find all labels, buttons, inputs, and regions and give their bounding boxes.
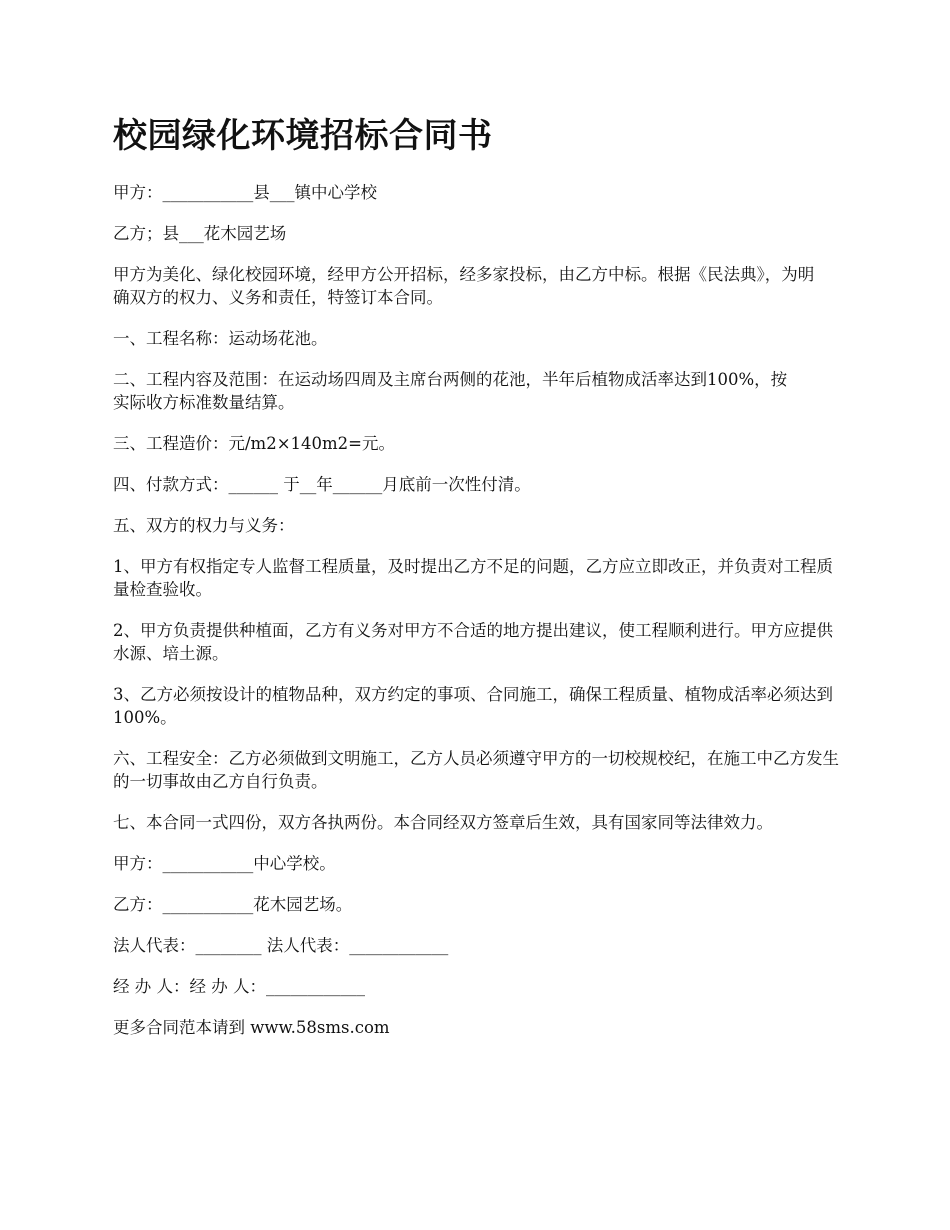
clause-project-name: 一、工程名称：运动场花池。	[113, 329, 328, 348]
clause-copies: 七、本合同一式四份，双方各执两份。本合同经双方签章后生效，具有国家同等法律效力。	[113, 813, 773, 832]
party-a-line: 甲方：___________县___镇中心学校	[113, 183, 377, 202]
document-title: 校园绿化环境招标合同书	[113, 116, 493, 156]
clause-project-cost: 三、工程造价：元/m2×140m2=元。	[113, 434, 395, 453]
signature-party-a: 甲方：___________中心学校。	[113, 854, 336, 873]
legal-representatives-line: 法人代表：________ 法人代表：____________	[113, 936, 449, 955]
party-b-line: 乙方；县___花木园艺场	[113, 224, 287, 243]
preamble-paragraph: 甲方为美化、绿化校园环境，经甲方公开招标，经多家投标，由乙方中标。根据《民法典》，为明确双方的权力、义务和责任，特签订本合同。	[113, 265, 815, 307]
clause-safety: 六、工程安全：乙方必须做到文明施工，乙方人员必须遵守甲方的一切校规校纪，在施工中乙方发生的一切事故由乙方自行负责。	[113, 749, 839, 791]
duty-item-3: 3、乙方必须按设计的植物品种，双方约定的事项、合同施工，确保工程质量、植物成活率必须达到100%。	[113, 685, 833, 727]
document-page	[113, 112, 858, 1057]
signature-party-b: 乙方：___________花木园艺场。	[113, 895, 353, 914]
duty-item-1: 1、甲方有权指定专人监督工程质量，及时提出乙方不足的问题，乙方应立即改正，并负责对工程质量检查验收。	[113, 557, 833, 599]
handlers-line: 经 办 人：经 办 人：____________	[113, 977, 365, 996]
duty-item-2: 2、甲方负责提供种植面，乙方有义务对甲方不合适的地方提出建议，使工程顺利进行。甲方应提供水源、培土源。	[113, 621, 833, 663]
clause-project-scope: 二、工程内容及范围：在运动场四周及主席台两侧的花池，半年后植物成活率达到100%，按实际收方标准数量结算。	[113, 370, 788, 412]
clause-rights-duties-heading: 五、双方的权力与义务：	[113, 516, 295, 535]
footer-more-templates: 更多合同范本请到 www.58sms.com	[113, 1018, 390, 1037]
clause-payment-method: 四、付款方式：______ 于__年______月底前一次性付清。	[113, 475, 531, 494]
